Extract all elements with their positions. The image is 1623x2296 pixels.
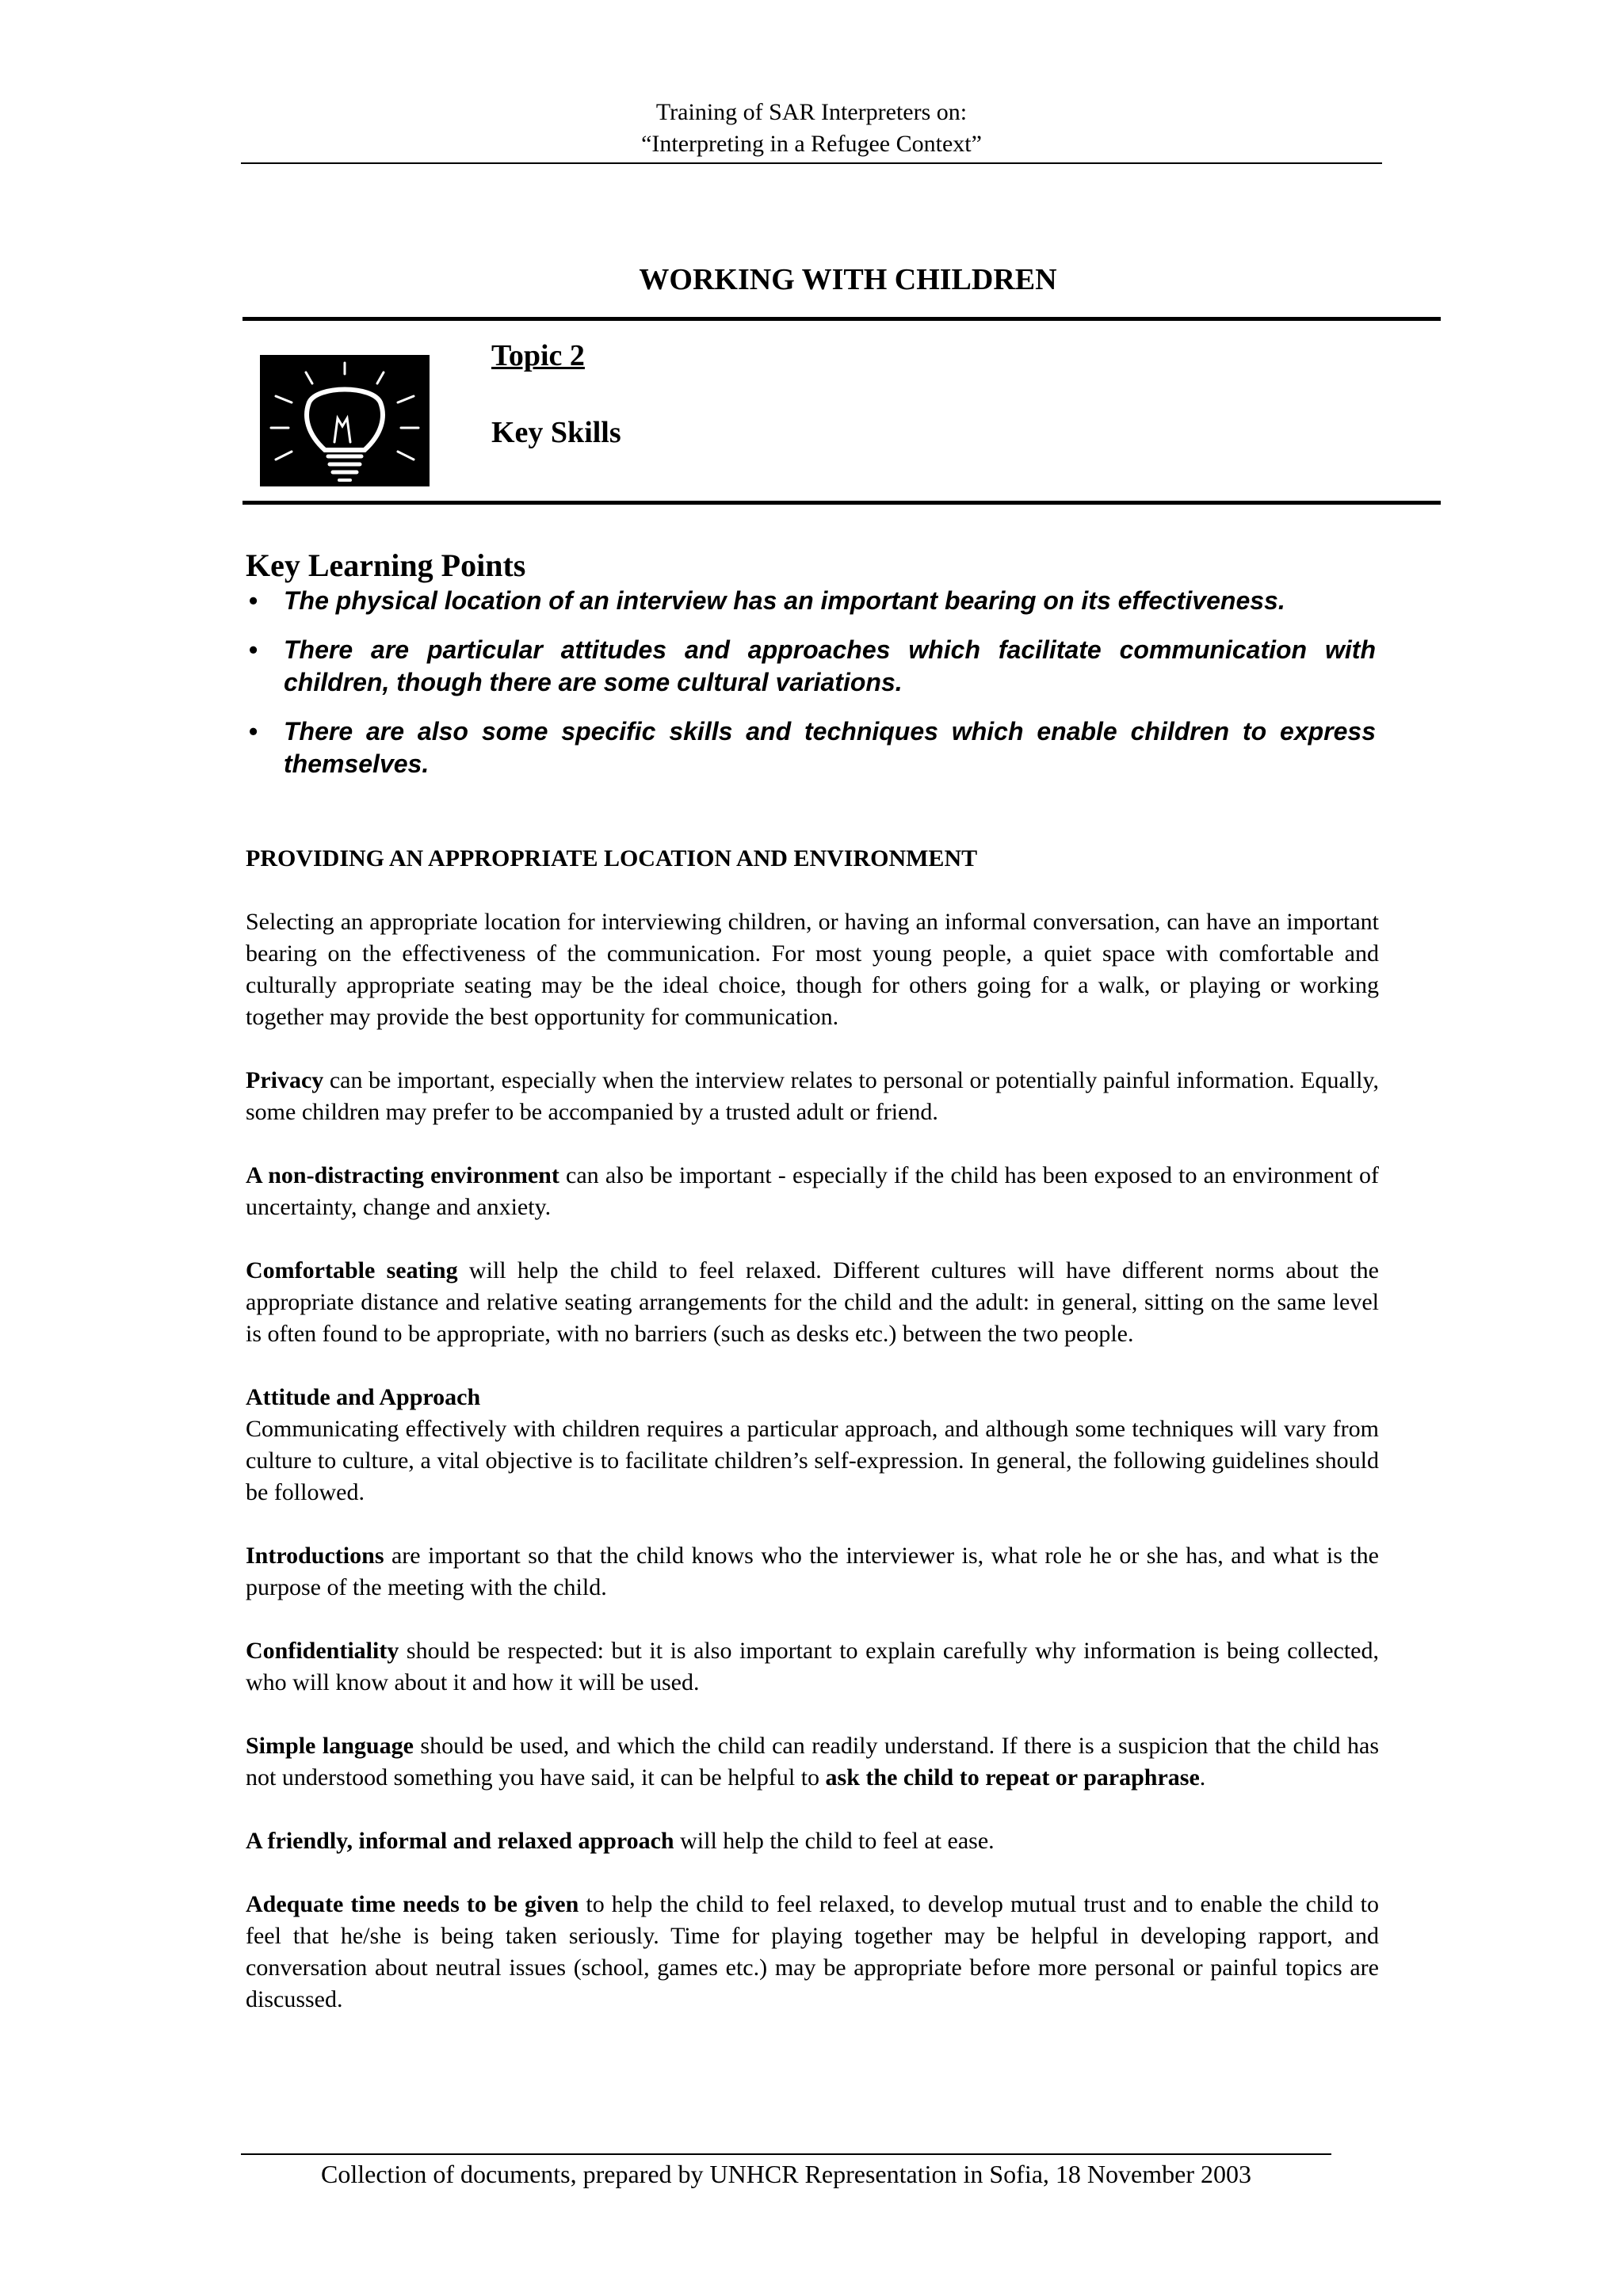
footer-rule [241, 2153, 1331, 2155]
key-learning-heading: Key Learning Points [246, 547, 526, 583]
attitude-heading: Attitude and Approach [246, 1384, 481, 1410]
paragraph-attitude: Communicating effectively with children requires a particular approach, and although some techniques will vary from culture to culture, a vital objective is to facilitate children’s self-expression. In general, the following guidelines should be followed. [246, 1416, 1379, 1505]
key-learning-list [246, 585, 1376, 797]
running-header [241, 97, 1382, 160]
list-item: • There are particular attitudes and approaches which facilitate communication with children, though there are some cultural variations. [249, 635, 1376, 696]
bullet-icon: • [249, 635, 258, 664]
body-text [246, 906, 1379, 2047]
bullet-icon: • [249, 717, 258, 746]
title-rule-bottom [242, 501, 1441, 505]
paragraph-confidentiality: Confidentiality should be respected: but it is also important to explain carefully why information is being collected, who will know about it and how it will be used. [246, 1638, 1379, 1695]
document-title: WORKING WITH CHILDREN [639, 263, 1057, 296]
header-rule [241, 162, 1382, 164]
topic-subtitle: Key Skills [491, 416, 621, 449]
paragraph-friendly: A friendly, informal and relaxed approach will help the child to feel at ease. [246, 1828, 995, 1854]
topic-label: Topic 2 [491, 339, 585, 372]
header-line-2: “Interpreting in a Refugee Context” [641, 131, 982, 157]
paragraph-introductions: Introductions are important so that the child knows who the interviewer is, what role he or she has, and what is the purpose of the meeting with the child. [246, 1543, 1379, 1600]
header-line-1: Training of SAR Interpreters on: [655, 99, 968, 125]
paragraph-time: Adequate time needs to be given to help the child to feel relaxed, to develop mutual trust and to enable the child to feel that he/she is being taken seriously. Time for playing together may be helpful in developing rapport, and conversation about neutral issues (school, games etc.) may be appropriate before more personal or painful topics are discussed. [246, 1891, 1379, 2012]
paragraph-seating: Comfortable seating will help the child to feel relaxed. Different cultures will have different norms about the appropriate distance and relative seating arrangements for the child and the adult: in general, sitting on the same level is often found to be appropriate, with no barriers (such as desks etc.) between the two people. [246, 1257, 1379, 1347]
paragraph-privacy: Privacy can be important, especially when the interview relates to personal or potentially painful information. Equally, some children may prefer to be accompanied by a trusted adult or friend. [246, 1067, 1379, 1125]
bullet-icon: • [249, 586, 258, 615]
paragraph-location: Selecting an appropriate location for interviewing children, or having an informal conversation, can have an important bearing on the effectiveness of the communication. For most young people, a quiet space with comfortable and culturally appropriate seating may be the ideal choice, though for others going for a walk, or playing or working together may provide the best opportunity for communication. [246, 909, 1379, 1030]
paragraph-simple-language: Simple language should be used, and which the child can readily understand. If there is a suspicion that the child has not understood something you have said, it can be helpful to ask the child to repeat or paraphrase. [246, 1733, 1380, 1791]
title-rule-top [242, 317, 1441, 321]
lightbulb-icon [260, 355, 430, 486]
section-heading: PROVIDING AN APPROPRIATE LOCATION AND ENVIRONMENT [246, 845, 978, 871]
list-item: • There are also some specific skills and techniques which enable children to express themselves. [249, 717, 1376, 778]
list-item: • The physical location of an interview has an important bearing on its effectiveness. [246, 585, 1376, 617]
page-footer: Collection of documents, prepared by UNHCR Representation in Sofia, 18 November 2003 [321, 2160, 1251, 2188]
paragraph-environment: A non-distracting environment can also be important - especially if the child has been exposed to an environment of uncertainty, change and anxiety. [246, 1162, 1379, 1220]
